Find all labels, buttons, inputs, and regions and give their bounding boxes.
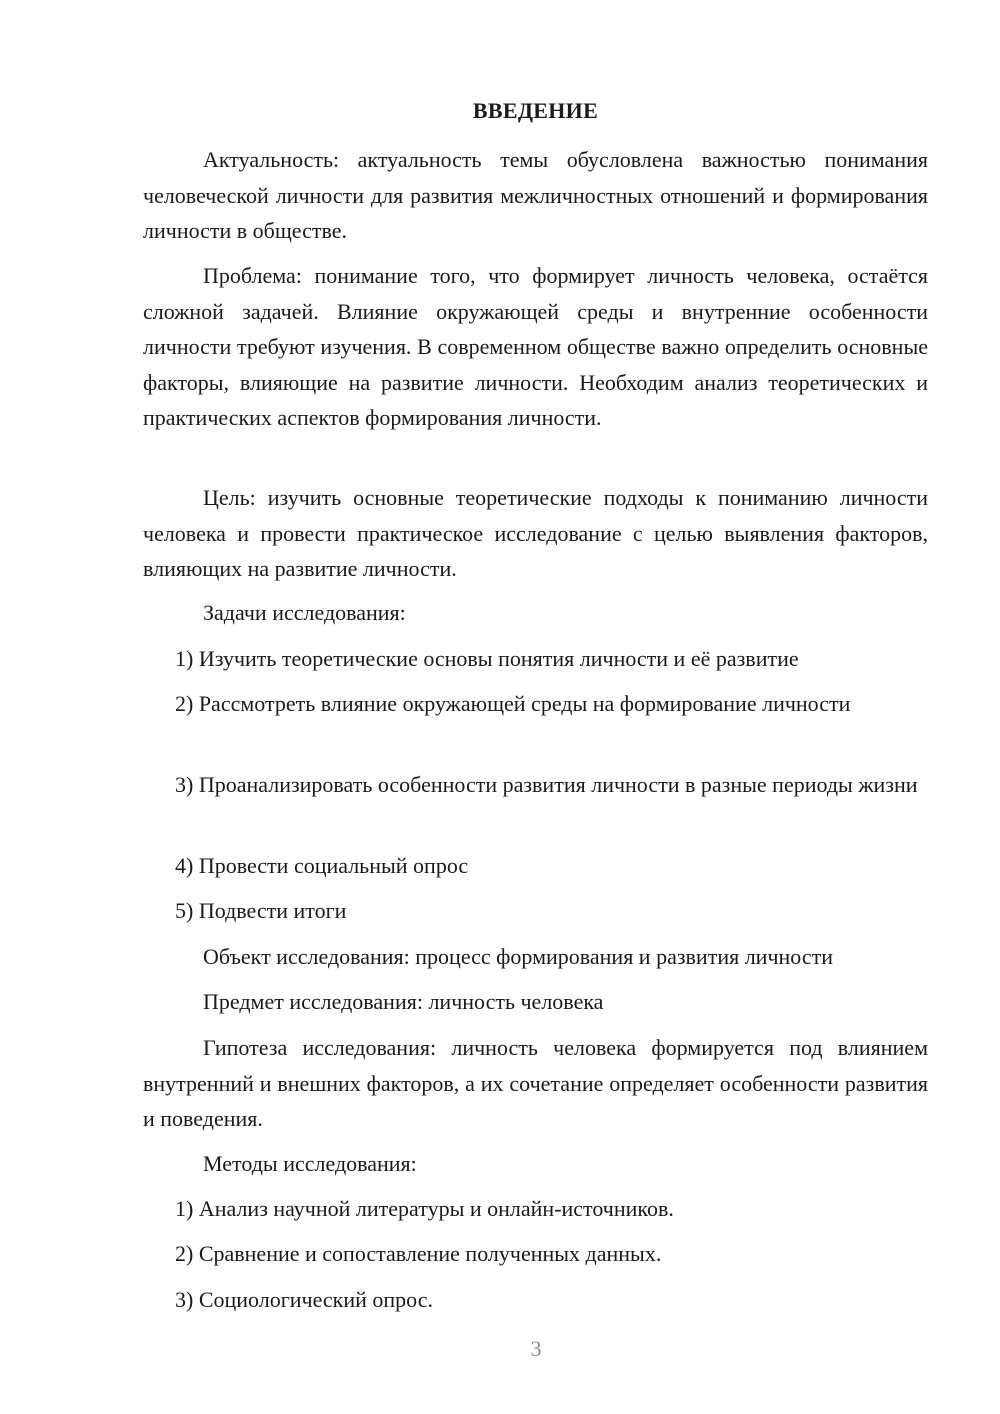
methods-heading: Методы исследования: <box>203 1151 417 1176</box>
problem-paragraph: Проблема: понимание того, что формирует личность человека, остаётся сложной задачей. Влияние окружающей среды и внутренние особенности личности требуют изучения. В современном обществе важно определить основные факторы, влияющие на развитие личности. Необходим анализ теоретических и практических аспектов формирования личности. <box>143 263 928 430</box>
task-item-4: 4) Провести социальный опрос <box>175 853 469 878</box>
task-item-5: 5) Подвести итоги <box>175 898 347 923</box>
task-item-2: 2) Рассмотреть влияние окружающей среды на формирование личности <box>175 691 851 716</box>
subject-paragraph: Предмет исследования: личность человека <box>203 989 604 1014</box>
page-title: ВВЕДЕНИЕ <box>472 98 599 123</box>
goal-paragraph: Цель: изучить основные теоретические подходы к пониманию личности человека и провести практическое исследование с целью выявления факторов, влияющих на развитие личности. <box>143 485 928 581</box>
page-number: 3 <box>530 1336 542 1361</box>
relevance-paragraph: Актуальность: актуальность темы обусловлена важностью понимания человеческой личности для развития межличностных отношений и формирования личности в обществе. <box>143 147 928 243</box>
method-item-1: 1) Анализ научной литературы и онлайн-источников. <box>175 1196 674 1221</box>
method-item-2: 2) Сравнение и сопоставление полученных данных. <box>175 1241 662 1266</box>
hypothesis-paragraph: Гипотеза исследования: личность человека формируется под влиянием внутренний и внешних факторов, а их сочетание определяет особенности развития и поведения. <box>143 1035 928 1131</box>
tasks-heading: Задачи исследования: <box>203 600 406 625</box>
task-item-3: 3) Проанализировать особенности развития личности в разные периоды жизни <box>175 772 918 797</box>
task-item-1: 1) Изучить теоретические основы понятия личности и её развитие <box>175 646 799 671</box>
method-item-3: 3) Социологический опрос. <box>175 1287 433 1312</box>
object-paragraph: Объект исследования: процесс формирования и развития личности <box>203 944 833 969</box>
